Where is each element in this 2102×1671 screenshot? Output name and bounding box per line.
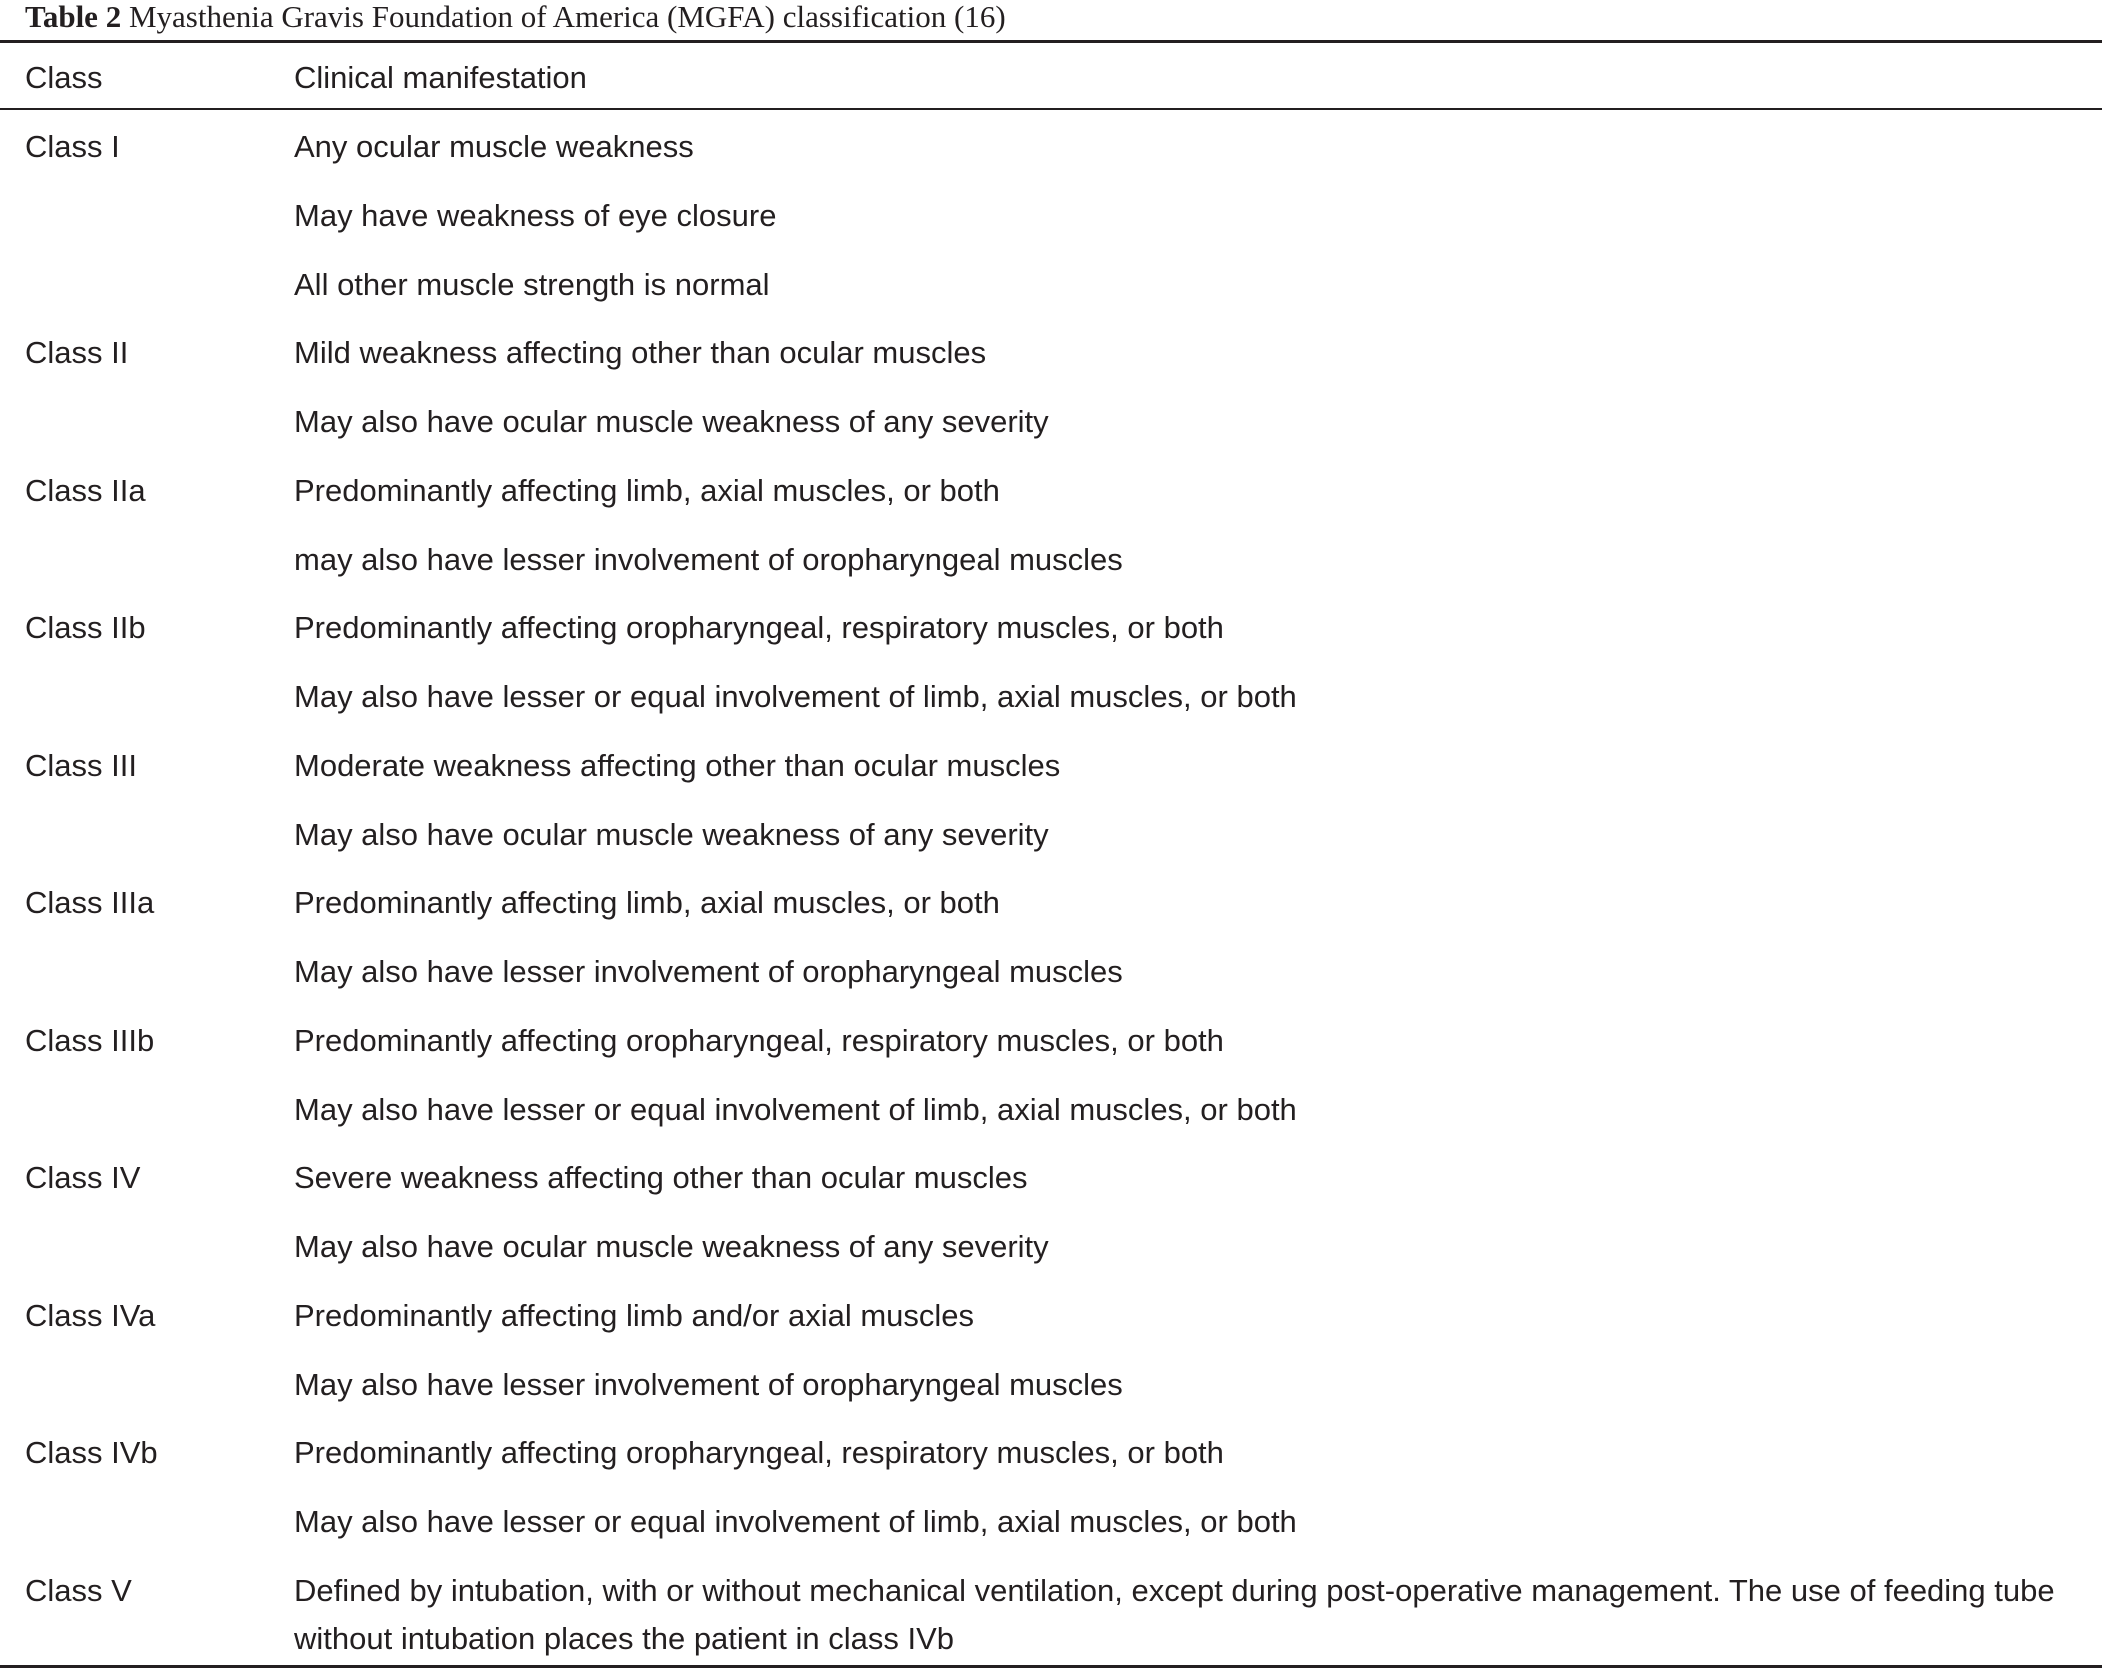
table-row [0, 673, 2102, 742]
column-header-manifestation: Clinical manifestation [294, 60, 587, 95]
manifestation-cell: Defined by intubation, with or without mechanical ventilation, except during post-operative management. The use of feeding tube without intubation places the patient in class IVb [294, 1572, 2055, 1656]
column-header-class: Class [25, 60, 103, 95]
table-row [0, 948, 2102, 1017]
manifestation-cell: May also have lesser involvement of oropharyngeal muscles [294, 1366, 1123, 1402]
table-header-row [0, 54, 2102, 98]
manifestation-cell: Mild weakness affecting other than ocular muscles [294, 335, 987, 371]
class-cell: Class IV [25, 1160, 141, 1196]
table-row [0, 811, 2102, 880]
table-row [0, 1154, 2102, 1223]
table-row [0, 1498, 2102, 1567]
table-caption-text: Myasthenia Gravis Foundation of America (MGFA) classification (16) [121, 0, 1006, 34]
table-row [0, 1086, 2102, 1155]
table-row [0, 1223, 2102, 1292]
manifestation-cell: Predominantly affecting oropharyngeal, respiratory muscles, or both [294, 1435, 1224, 1471]
table-row [0, 742, 2102, 811]
table-row [0, 536, 2102, 605]
manifestation-cell: Moderate weakness affecting other than ocular muscles [294, 747, 1061, 783]
table-row [0, 192, 2102, 261]
table-row [0, 123, 2102, 192]
table-row [0, 1567, 2102, 1667]
manifestation-cell: May also have lesser or equal involvement of limb, axial muscles, or both [294, 679, 1297, 714]
table-row [0, 604, 2102, 673]
manifestation-cell: May also have ocular muscle weakness of any severity [294, 1229, 1049, 1264]
manifestation-cell: May also have lesser or equal involvement of limb, axial muscles, or both [294, 1091, 1297, 1127]
table-row [0, 329, 2102, 398]
class-cell: Class III [25, 747, 137, 783]
table-row [0, 879, 2102, 948]
manifestation-cell: Predominantly affecting limb and/or axial muscles [294, 1297, 975, 1333]
manifestation-cell: Severe weakness affecting other than ocular muscles [294, 1160, 1028, 1196]
table-header-rule [0, 108, 2102, 110]
manifestation-cell: May also have lesser involvement of oropharyngeal muscles [294, 954, 1123, 989]
class-cell: Class V [25, 1572, 132, 1608]
table-bottom-rule [0, 1665, 2102, 1668]
manifestation-cell: May also have lesser or equal involvement of limb, axial muscles, or both [294, 1504, 1297, 1539]
manifestation-cell: May have weakness of eye closure [294, 197, 777, 233]
class-cell: Class II [25, 335, 129, 371]
manifestation-cell: Any ocular muscle weakness [294, 129, 694, 164]
manifestation-cell: Predominantly affecting limb, axial muscles, or both [294, 472, 1000, 508]
class-cell: Class IIIa [25, 885, 155, 921]
table-row [0, 467, 2102, 536]
manifestation-cell: may also have lesser involvement of oropharyngeal muscles [294, 541, 1123, 577]
table-row [0, 1292, 2102, 1361]
class-cell: Class IIb [25, 610, 146, 646]
table-top-rule [0, 40, 2102, 43]
class-cell: Class I [25, 129, 120, 164]
table-caption [25, 0, 1006, 34]
class-cell: Class IIIb [25, 1022, 155, 1058]
table-row [0, 1429, 2102, 1498]
manifestation-cell: Predominantly affecting oropharyngeal, respiratory muscles, or both [294, 610, 1224, 646]
table-row [0, 1361, 2102, 1430]
table-body [0, 123, 2102, 1667]
manifestation-cell: May also have ocular muscle weakness of any severity [294, 816, 1049, 852]
manifestation-cell: May also have ocular muscle weakness of any severity [294, 404, 1049, 439]
manifestation-cell: Predominantly affecting limb, axial muscles, or both [294, 885, 1000, 921]
class-cell: Class IIa [25, 472, 146, 508]
table-row [0, 261, 2102, 330]
table-row [0, 1017, 2102, 1086]
table-row [0, 398, 2102, 467]
class-cell: Class IVb [25, 1435, 158, 1471]
manifestation-cell: All other muscle strength is normal [294, 266, 770, 302]
class-cell: Class IVa [25, 1297, 156, 1333]
table-caption-label: Table 2 [25, 0, 122, 34]
manifestation-cell: Predominantly affecting oropharyngeal, respiratory muscles, or both [294, 1022, 1224, 1058]
